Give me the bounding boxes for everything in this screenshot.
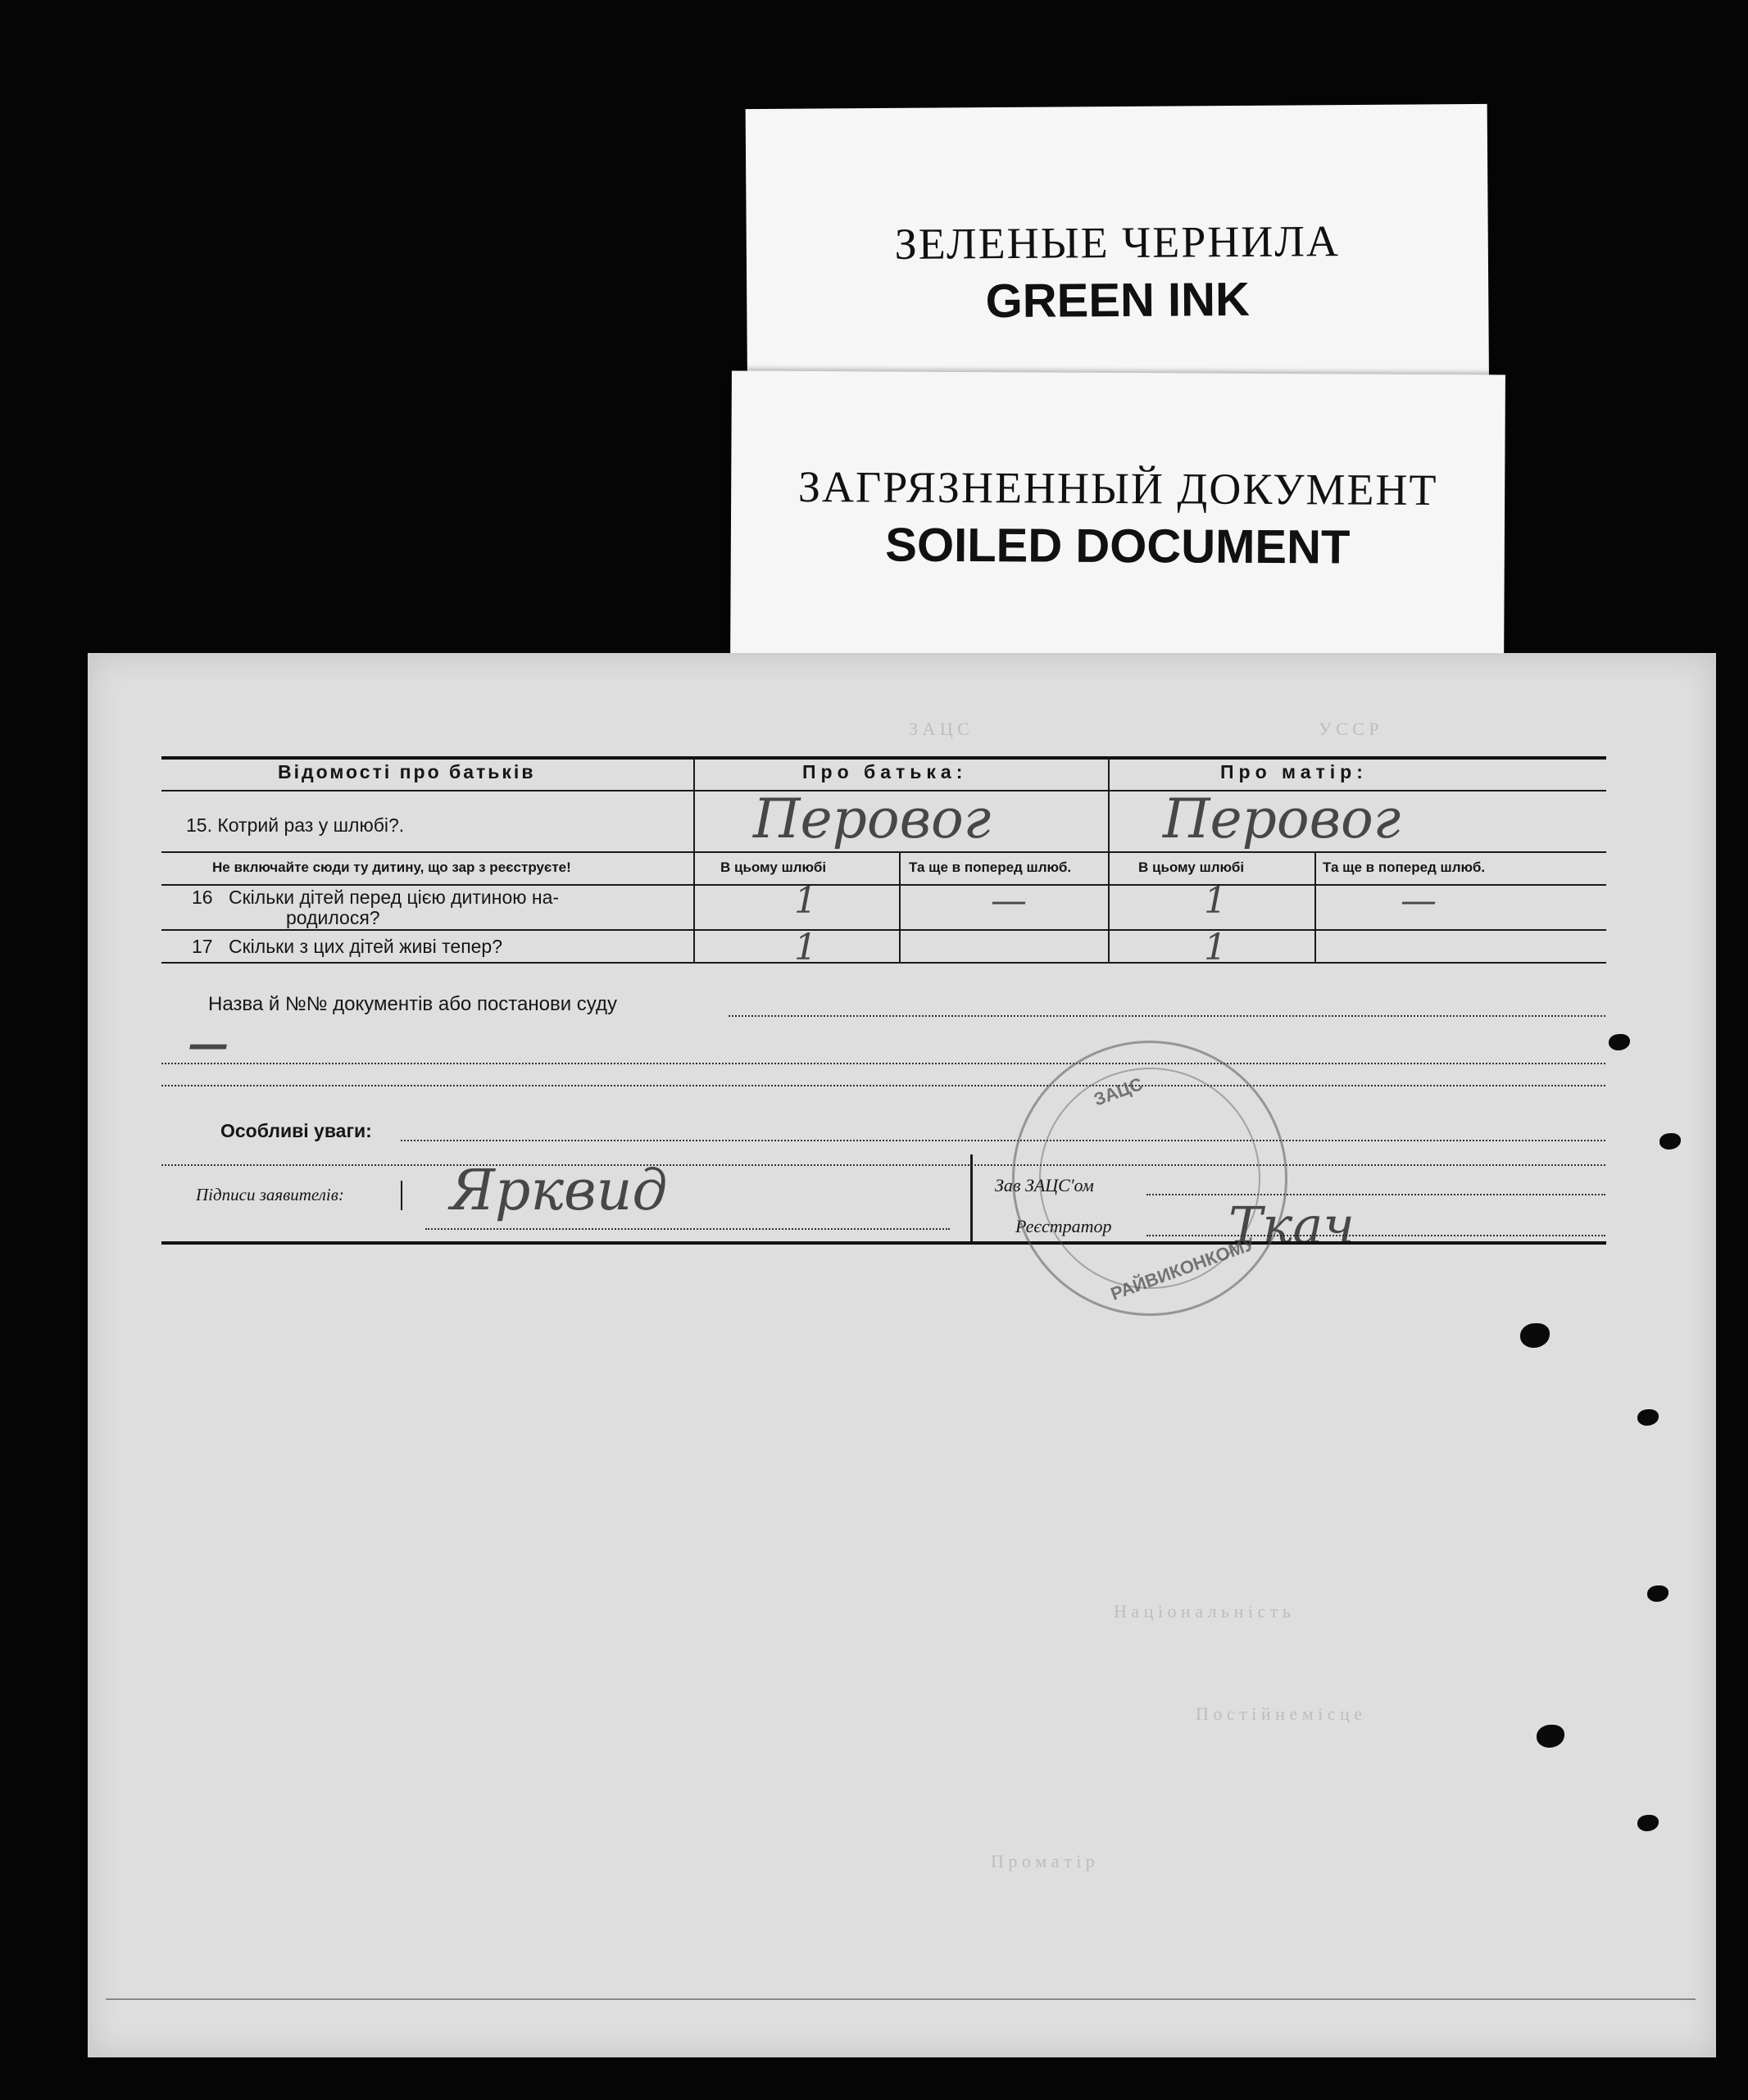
q15-label: 15. Котрий раз у шлюбі?. [186, 814, 405, 836]
table-bottom-rule [161, 1241, 1606, 1245]
q15-mother-value: Перовог [1163, 787, 1401, 850]
head-of-registry-label: Зав ЗАЦС'ом [995, 1175, 1094, 1195]
bleed-through-text: З А Ц С [909, 719, 969, 739]
father-previous-marriage-header: Та ще в поперед шлюб. [909, 860, 1072, 875]
table-row-rule [161, 962, 1606, 964]
table-row-rule [161, 851, 1606, 853]
q16-father-this-value: 1 [794, 880, 817, 922]
table-col-rule [1314, 851, 1316, 962]
bleed-through-text: Н а ц і о н а л ь н і с т ь [1114, 1601, 1291, 1621]
parents-info-header: Відомості про батьків [278, 761, 536, 782]
green-ink-russian: ЗЕЛЕНЫЕ ЧЕРНИЛА [894, 216, 1341, 269]
q17-father-value: 1 [794, 927, 817, 968]
table-top-rule [161, 756, 1606, 760]
green-ink-english: GREEN INK [985, 272, 1251, 329]
q16-mother-this-value: 1 [1204, 880, 1227, 922]
registrar-signature: Ткач [1228, 1195, 1355, 1255]
about-mother-header: Про матір: [1220, 761, 1368, 782]
signature-divider [970, 1154, 973, 1245]
soiled-document-russian: ЗАГРЯЗНЕННЫЙ ДОКУМЕНТ [797, 461, 1438, 515]
stamp-text-top: ЗАЦС [1091, 1073, 1146, 1110]
registration-form-sheet [88, 653, 1716, 2057]
mother-this-marriage-header: В цьому шлюбі [1138, 860, 1245, 875]
soiled-document-slip [730, 371, 1505, 670]
q17-label: Скільки з цих дітей живі тепер? [229, 936, 503, 957]
documents-value: — [188, 1019, 229, 1068]
documents-label: Назва й №№ документів або постанови суду [208, 993, 617, 1015]
applicant-signature: Ярквид [450, 1159, 668, 1223]
documents-line [161, 1085, 1605, 1086]
q17-number: 17 [192, 936, 213, 957]
stamp-text-bottom: РАЙВИКОНКОМУ [1107, 1233, 1258, 1304]
bleed-through-text: П о с т і й н е м і с ц е [1196, 1703, 1363, 1724]
table-row-rule [161, 884, 1606, 886]
applicant-signature-line [425, 1228, 950, 1230]
documents-line [729, 1015, 1605, 1017]
bleed-through-text: П р о м а т і р [991, 1851, 1095, 1871]
special-notes-label: Особливі уваги: [220, 1120, 372, 1141]
q15-father-value: Перовог [753, 787, 992, 850]
bleed-through-text: У С С Р [1319, 719, 1379, 739]
documents-line [161, 1063, 1605, 1064]
q17-mother-value: 1 [1204, 927, 1227, 968]
q16-label-line2: родилося? [286, 907, 380, 928]
signature-bracket [401, 1181, 402, 1210]
table-row-rule [161, 929, 1606, 931]
applicant-signatures-label: Підписи заявителів: [196, 1185, 344, 1204]
registrar-label: Реєстратор [1015, 1216, 1112, 1236]
special-notes-line [161, 1164, 1605, 1166]
table-col-rule [899, 851, 901, 962]
table-col-rule [693, 756, 695, 962]
lower-edge-rule [106, 1998, 1696, 2000]
exclude-child-note: Не включайте сюди ту дитину, що зар з реєструєте! [212, 860, 571, 875]
q16-father-prev-value: — [991, 880, 1027, 922]
q16-number: 16 [192, 887, 213, 908]
q16-label-line1: Скільки дітей перед цією дитиною на- [229, 887, 560, 908]
mother-previous-marriage-header: Та ще в поперед шлюб. [1323, 860, 1486, 875]
about-father-header: Про батька: [802, 761, 968, 782]
table-col-rule [1108, 756, 1110, 962]
father-this-marriage-header: В цьому шлюбі [720, 860, 827, 875]
q16-mother-prev-value: — [1401, 880, 1437, 922]
soiled-document-english: SOILED DOCUMENT [885, 518, 1351, 574]
